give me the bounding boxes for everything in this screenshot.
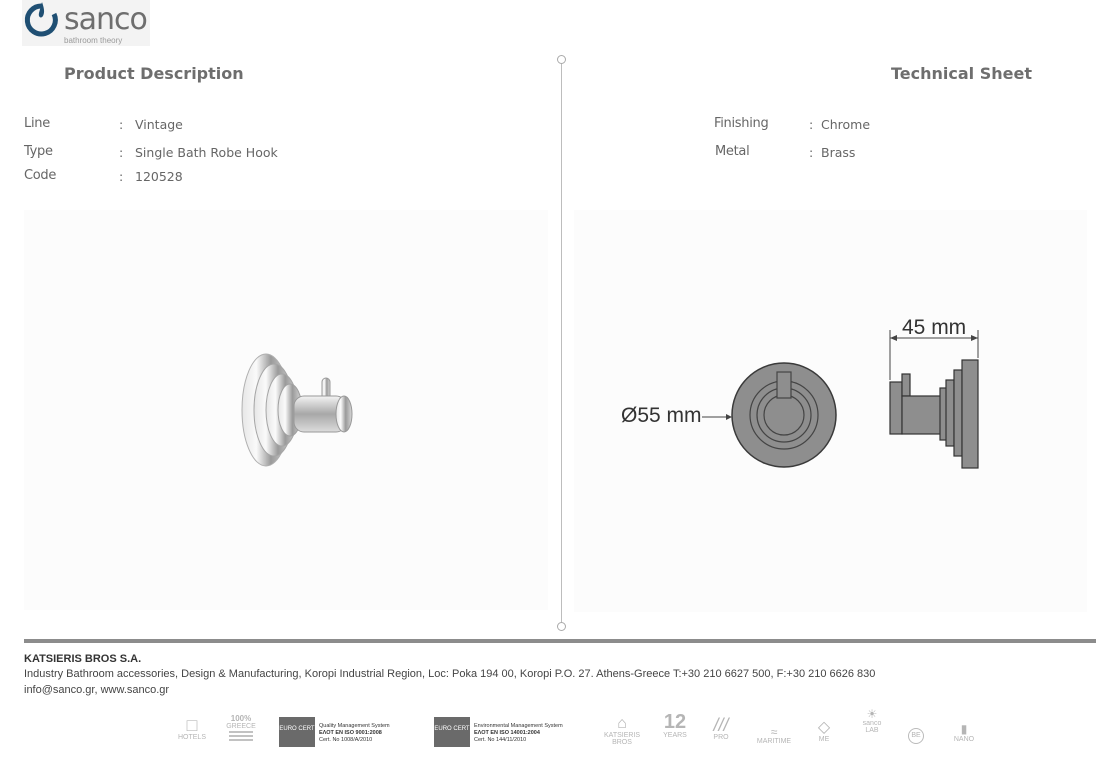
metal-separator: : [809, 145, 814, 160]
robe-hook-photo [234, 348, 364, 468]
qms-cert-text [319, 723, 419, 744]
years-number: 12 [663, 711, 687, 733]
code-value: 120528 [135, 169, 183, 184]
maritime-wave-icon: ≈ MARITIME [756, 725, 792, 745]
divider-bottom-cap [557, 622, 566, 631]
technical-sheet-title: Technical Sheet [891, 64, 1032, 83]
technical-drawing [614, 310, 1034, 490]
greece-flag-icon [226, 714, 256, 742]
depth-dimension: 45 mm [902, 316, 967, 339]
pro-icon: /// PRO [706, 716, 736, 741]
sanco-drop-logo-icon [24, 0, 60, 44]
divider-top-cap [557, 55, 566, 64]
ems-title: Environmental Management System [474, 723, 563, 729]
me-diamond-icon: ◇ ME [810, 720, 838, 743]
brand-tagline: bathroom theory [64, 36, 123, 45]
product-photo-panel [24, 210, 548, 610]
be-circle-icon [904, 728, 928, 744]
product-description-title: Product Description [64, 64, 244, 83]
eurocert-label: EURO CERT [279, 726, 315, 732]
footer-bar [24, 639, 1096, 643]
ems-cert-text [474, 723, 584, 744]
sanco-lab-icon: ☀ sanco LAB [856, 708, 888, 734]
twelve-years-icon [660, 712, 690, 739]
eurocert-qms-badge-icon [279, 717, 315, 747]
pro-label: PRO [713, 734, 729, 741]
ems-cert-no: Cert. No 144/11/2010 [474, 737, 527, 743]
qms-cert-no: Cert. No 1008/Α/2010 [319, 737, 373, 743]
katsieris-label: KATSIERIS BROS [604, 732, 641, 746]
code-separator: : [119, 169, 124, 184]
line-value: Vintage [135, 117, 183, 132]
hotels-icon: □ HOTELS [177, 715, 206, 741]
maritime-label: MARITIME [756, 738, 792, 745]
type-separator: : [119, 145, 124, 160]
column-divider [561, 59, 562, 627]
ems-standard: ΕΛΟΤ ΕΝ ISO 14001:2004 [474, 730, 540, 736]
be-label: BE [908, 728, 924, 744]
type-value: Single Bath Robe Hook [135, 145, 278, 160]
katsieris-house-icon: ⌂ KATSIERIS BROS [604, 715, 641, 746]
finishing-label: Finishing [714, 116, 769, 131]
eurocert-label-2: EURO CERT [434, 726, 470, 732]
diameter-dimension: Ø55 mm [621, 404, 702, 427]
footer-address: Industry Bathroom accessories, Design & Manufacturing, Koropi Industrial Region, Loc: Poka 194 00, Koropi P.O. 27. Athens-Greece T:+30 210 6627 500, F:+30 210 6626 830 [24, 668, 876, 680]
code-label: Code [24, 168, 57, 183]
eurocert-ems-badge-icon [434, 717, 470, 747]
qms-title: Quality Management System [319, 723, 390, 729]
hotels-label: HOTELS [177, 734, 206, 741]
footer-contact[interactable]: info@sanco.gr, www.sanco.gr [24, 684, 170, 696]
greece-label: GREECE [226, 723, 256, 730]
me-label: ME [818, 736, 830, 743]
line-separator: : [119, 117, 124, 132]
brand-name: sanco [64, 2, 147, 37]
nano-icon: ▮ NANO [948, 722, 980, 743]
qms-standard: ΕΛΟΤ ΕΝ ISO 9001:2008 [319, 730, 382, 736]
years-label: YEARS [663, 732, 687, 739]
type-label: Type [24, 144, 53, 159]
metal-label: Metal [715, 144, 750, 159]
finishing-value: Chrome [821, 117, 871, 132]
technical-drawing-panel [574, 210, 1087, 612]
sanco-lab-label: sanco LAB [862, 720, 882, 734]
finishing-separator: : [809, 117, 814, 132]
metal-value: Brass [821, 145, 856, 160]
nano-label: NANO [953, 736, 975, 743]
footer-company: KATSIERIS BROS S.A. [24, 653, 142, 665]
greece-percent: 100% [230, 714, 252, 723]
line-label: Line [24, 116, 50, 131]
